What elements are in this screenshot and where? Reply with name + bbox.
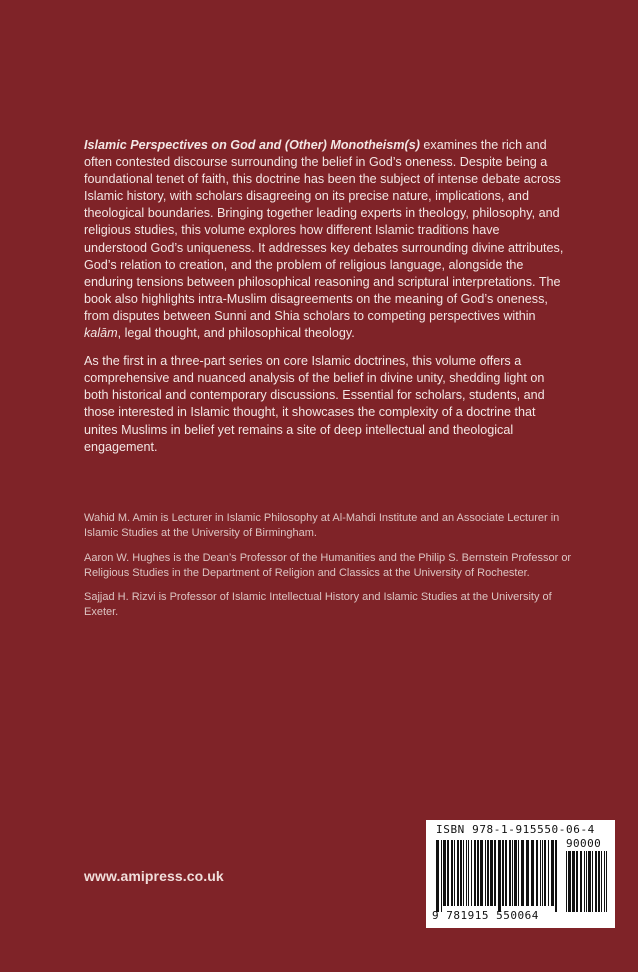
- barcode-bar: [498, 840, 501, 912]
- barcode-bar: [576, 851, 578, 912]
- barcode-bar: [586, 851, 587, 912]
- isbn-label: ISBN 978-1-915550-06-4: [436, 823, 595, 836]
- barcode-bar: [505, 840, 507, 906]
- barcode-bar: [555, 840, 557, 912]
- description-text-a: examines the rich and often contested discourse surrounding the belief in God’s oneness. Despite being a foundational tenet of faith, this doctrine has been the subject of intense debate across Islamic history, with scholars disagreeing on its precise nature, implications, and theological boundaries. Bringing together leading experts in theology, philosophy, and religious studies, this volume explores how different Islamic traditions have understood God’s uniqueness. It addresses key debates surrounding divine attributes, God’s relation to creation, and the problem of religious language, alongside the enduring tensions between philosophical reasoning and scriptural interpretations. The book also highlights intra-Muslim disagreements on the meaning of God’s oneness, from disputes between Sunni and Shia scholars to competing perspectives within: [84, 138, 564, 323]
- barcode-bar: [466, 840, 467, 906]
- barcode-bar: [604, 851, 605, 912]
- barcode-bar: [502, 840, 504, 906]
- barcode-bar: [606, 851, 607, 912]
- barcode-bar: [548, 840, 549, 906]
- barcode-bar: [494, 840, 496, 906]
- isbn-barcode: [426, 820, 615, 928]
- description-paragraph-1: [84, 137, 566, 342]
- barcode-bar: [451, 840, 453, 906]
- barcode-bar: [542, 840, 543, 906]
- barcode-bar: [443, 840, 446, 906]
- barcode-bar: [518, 840, 519, 906]
- barcode-bar: [474, 840, 476, 906]
- barcode-bar: [551, 840, 554, 906]
- barcode-bar: [468, 840, 469, 906]
- barcode-bar: [477, 840, 479, 906]
- barcode-bar: [566, 851, 567, 912]
- barcode-bar: [509, 840, 511, 906]
- barcode-bar: [454, 840, 455, 906]
- addon-number: 90000: [566, 837, 602, 850]
- barcode-bar: [460, 840, 462, 906]
- barcode-bar: [536, 840, 538, 906]
- description-text-b: , legal thought, and philosophical theology.: [117, 326, 355, 341]
- addon-barcode-bars: [566, 851, 610, 912]
- barcode-bar: [531, 840, 534, 906]
- barcode-bar: [595, 851, 597, 912]
- barcode-bar: [436, 840, 439, 912]
- barcode-bar: [540, 840, 541, 906]
- barcode-bar: [544, 840, 546, 906]
- ean-barcode-bars: [436, 840, 560, 912]
- book-title: Islamic Perspectives on God and (Other) Monotheism(s): [84, 138, 420, 152]
- barcode-bar: [512, 840, 513, 906]
- barcode-bar: [568, 851, 571, 912]
- barcode-bar: [463, 840, 464, 906]
- barcode-bar: [580, 851, 582, 912]
- barcode-bar: [490, 840, 493, 906]
- barcode-bar: [598, 851, 600, 912]
- author-bios: [84, 511, 574, 630]
- book-description: [84, 137, 566, 467]
- barcode-bar: [572, 851, 575, 912]
- barcode-bar: [514, 840, 517, 906]
- barcode-bar: [485, 840, 486, 906]
- barcode-bar: [588, 851, 591, 912]
- ean-digits: 9 781915 550064: [432, 909, 539, 922]
- barcode-bar: [592, 851, 593, 912]
- barcode-bar: [487, 840, 489, 906]
- barcode-bar: [584, 851, 585, 912]
- barcode-bar: [526, 840, 529, 906]
- barcode-bar: [471, 840, 472, 906]
- bio-hughes: Aaron W. Hughes is the Dean’s Professor of the Humanities and the Philip S. Bernstein Professor or Religious Studies in the Department of Religion and Classics at the University of Rochester.: [84, 551, 572, 579]
- kalam-term: kalām: [84, 326, 118, 341]
- barcode-bar: [441, 840, 442, 912]
- publisher-website[interactable]: www.amipress.co.uk: [84, 868, 224, 884]
- barcode-bar: [480, 840, 483, 906]
- barcode-bar: [457, 840, 459, 906]
- barcode-bar: [601, 851, 602, 912]
- bio-amin: Wahid M. Amin is Lecturer in Islamic Philosophy at Al-Mahdi Institute and an Associate Lecturer in Islamic Studies at the University of Birmingham.: [84, 512, 560, 540]
- barcode-bar: [521, 840, 524, 906]
- bio-rizvi: Sajjad H. Rizvi is Professor of Islamic Intellectual History and Islamic Studies at the University of Exeter.: [84, 591, 552, 619]
- description-paragraph-2: As the first in a three-part series on core Islamic doctrines, this volume offers a comprehensive and nuanced analysis of the belief in divine unity, shedding light on both historical and contemporary discussions. Essential for scholars, students, and those interested in Islamic thought, it showcases the complexity of a doctrine that unites Muslims in belief yet remains a site of deep intellectual and theological engagement.: [84, 354, 545, 454]
- barcode-bar: [447, 840, 449, 906]
